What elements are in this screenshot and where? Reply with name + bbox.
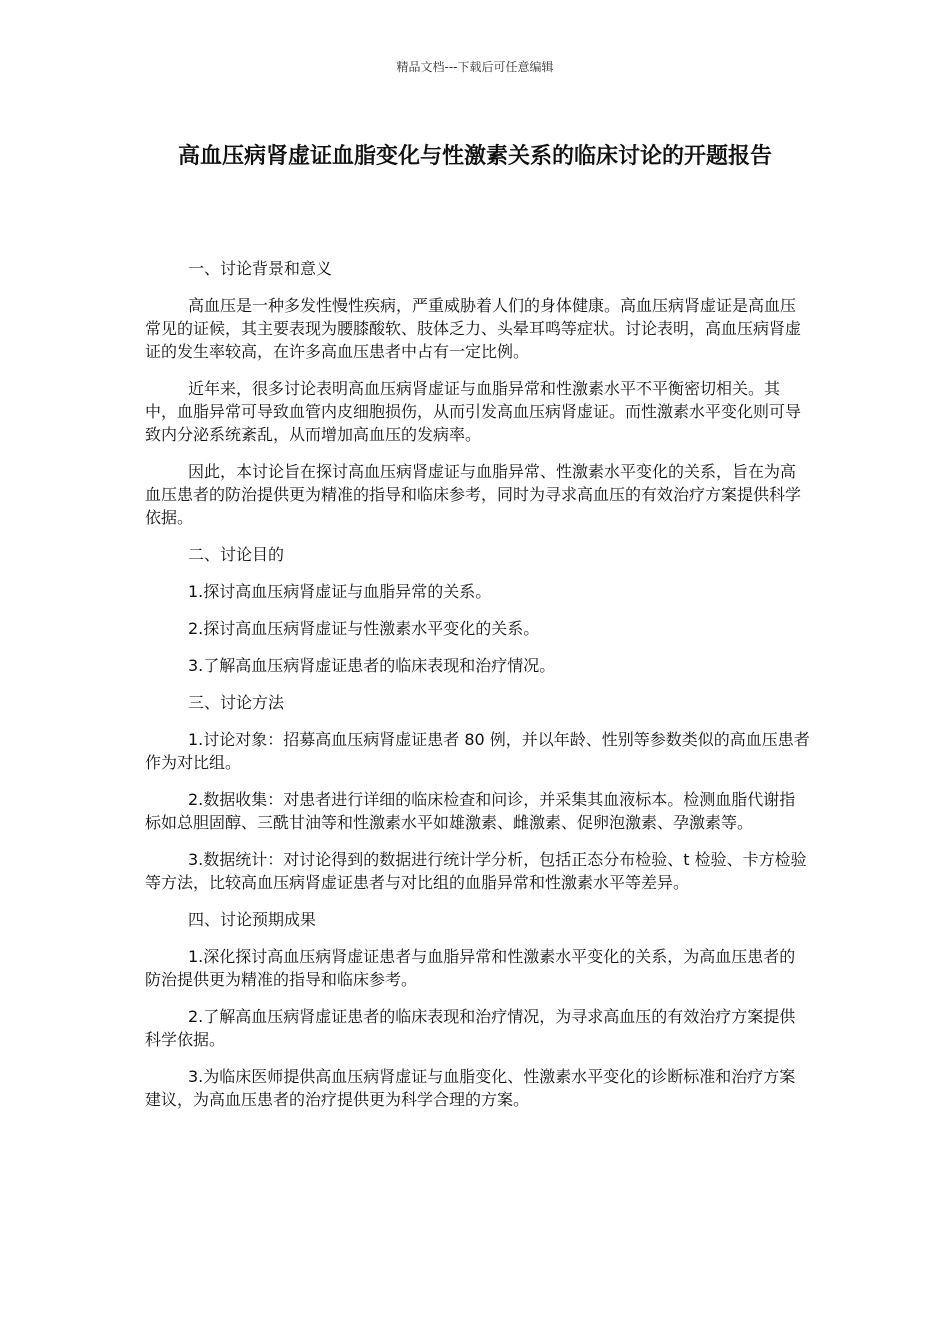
section-heading-background: 一、讨论背景和意义 (188, 259, 333, 278)
document-title: 高血压病肾虚证血脂变化与性激素关系的临床讨论的开题报告 (177, 144, 772, 169)
list-item: 3.为临床医师提供高血压病肾虚证与血脂变化、性激素水平变化的诊断标准和治疗方案建议，为高血压患者的治疗提供更为科学合理的方案。 (145, 1067, 796, 1109)
paragraph: 高血压是一种多发性慢性疾病，严重威胁着人们的身体健康。高血压病肾虚证是高血压常见的证候，其主要表现为腰膝酸软、肢体乏力、头晕耳鸣等症状。讨论表明，高血压病肾虚证的发生率较高，在许多高血压患者中占有一定比例。 (145, 296, 802, 361)
list-item: 3.数据统计：对讨论得到的数据进行统计学分析，包括正态分布检验、t 检验、卡方检验等方法，比较高血压病肾虚证患者与对比组的血脂异常和性激素水平等差异。 (145, 850, 807, 892)
list-item: 3.了解高血压病肾虚证患者的临床表现和治疗情况。 (188, 656, 556, 675)
section-heading-methods: 三、讨论方法 (188, 693, 285, 712)
list-item: 1.讨论对象：招募高血压病肾虚证患者 80 例，并以年龄、性别等参数类似的高血压患者作为对比组。 (145, 730, 810, 772)
list-item: 2.探讨高血压病肾虚证与性激素水平变化的关系。 (188, 619, 540, 638)
paragraph: 因此，本讨论旨在探讨高血压病肾虚证与血脂异常、性激素水平变化的关系，旨在为高血压患者的防治提供更为精准的指导和临床参考，同时为寻求高血压的有效治疗方案提供科学依据。 (145, 462, 802, 527)
list-item: 1.深化探讨高血压病肾虚证患者与血脂异常和性激素水平变化的关系，为高血压患者的防治提供更为精准的指导和临床参考。 (145, 947, 796, 989)
section-heading-purpose: 二、讨论目的 (188, 545, 285, 564)
paragraph: 近年来，很多讨论表明高血压病肾虚证与血脂异常和性激素水平不平衡密切相关。其中，血脂异常可导致血管内皮细胞损伤，从而引发高血压病肾虚证。而性激素水平变化则可导致内分泌系统紊乱，从而增加高血压的发病率。 (145, 379, 802, 444)
list-item: 1.探讨高血压病肾虚证与血脂异常的关系。 (188, 582, 492, 601)
page-header: 精品文档---下载后可任意编辑 (396, 60, 554, 74)
list-item: 2.了解高血压病肾虚证患者的临床表现和治疗情况，为寻求高血压的有效治疗方案提供科学依据。 (145, 1007, 796, 1049)
section-heading-outcomes: 四、讨论预期成果 (188, 910, 317, 929)
list-item: 2.数据收集：对患者进行详细的临床检查和问诊，并采集其血液标本。检测血脂代谢指标如总胆固醇、三酰甘油等和性激素水平如雄激素、雌激素、促卵泡激素、孕激素等。 (145, 790, 796, 832)
document-body (145, 257, 810, 1125)
